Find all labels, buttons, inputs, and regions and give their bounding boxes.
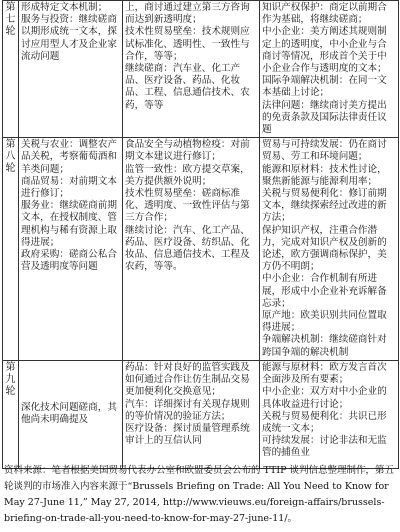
round-label-cell bbox=[3, 1, 19, 138]
cell-text: 食品安全与动植物检疫：对前期文本建议进行修订； 监管一致性：欧方提交草案，美方提供额外说明； 技术性贸易壁垒：磋商标准化、透明度、一致性评估与第三方合作； 继续讨论：汽车、化工产品、药品、医疗设备、纺织品、化妆品、信息通信技术、工程及农药，等等。 bbox=[125, 139, 250, 273]
cell-text: 知识产权保护：商定以前期合作为基础，将继续磋商； 中小企业：美方阐述其规则制定上的透明度，中小企业与合商讨等情况，形成首个关于中小企业合作与透明度的文本； 国际争端解决机制：在同一文本基础上讨论； 法律问题：继续商讨美方提出的免责条款及国际法律责任议题 bbox=[262, 2, 387, 136]
round-label: 第七轮 bbox=[5, 2, 16, 37]
source-note-text: 资料来源：笔者根据美国贸易代表办公室和欧盟委员会公布的 TTIP 谈判信息整理制作，第五轮谈判的市场准入内容来源于“Brussels Briefing on Trade: All You Need to Know for May 27-June 11,” May 27, 2014, http://www.vieuws.eu/foreign-affairs/brussels-briefing-on-trade-all-you-need-to-know-for-may-27-june-11/。 bbox=[4, 465, 395, 524]
market-access-cell bbox=[19, 360, 123, 468]
cell-text: 深化技术问题磋商，其他尚未明确提及 bbox=[21, 402, 117, 426]
ttip-rounds-table bbox=[2, 0, 399, 469]
source-note bbox=[4, 463, 396, 527]
round-label: 第八轮 bbox=[5, 139, 16, 175]
rules-cell bbox=[260, 138, 399, 361]
cell-text: 形成特定文本机制； 服务与投资：继续磋商以期形成统一文本，探讨应用型人才及企业家流动问题 bbox=[21, 2, 117, 62]
cell-text: 关税与农业：调整农产品关税，考察葡萄酒和羊类问题； 商品贸易：对前期文本进行修订； 服务业：继续磋商前期文本，在授权制度、管理机构与稀有资源上取得进展； 政府采购：磋商公私合营及透明度等问题 bbox=[21, 139, 117, 273]
cell-text: 药品：针对良好的监管实践及如何通过合作让仿生制品交易更加便利化交换意见； 汽车：详细探讨有关现存规则的等价情况的验证方法； 医疗设备：探讨质量管理系统审计上的互信认同 bbox=[125, 361, 250, 447]
round-label-cell bbox=[3, 138, 19, 361]
round-label-cell bbox=[3, 360, 19, 468]
round-label: 第九轮 bbox=[5, 361, 16, 397]
table-row bbox=[3, 1, 399, 138]
cell-text: 贸易与可持续发展：仍在商讨贸易、劳工和环境问题； 能源和原材料：技术性讨论，聚焦新能源与能源利用率； 关税与贸易便利化：修订前期文本，继续探索经过改进的新方法； 保护知识产权，注重合作潜力，完成对知识产权及创新的论述，欧方强调商标保护，美方仍不明朗； 中小企业：合作机制有所进展，形成中小企业补充诉解备忘录； 原产地：欧美识别共同位置取得进展； 争端解决机制：继续磋商针对跨国争端的解决机制 bbox=[262, 139, 387, 358]
rules-cell bbox=[260, 1, 399, 138]
regulatory-cell bbox=[123, 360, 260, 468]
table-row bbox=[3, 138, 399, 361]
market-access-cell bbox=[19, 1, 123, 138]
cell-text: 上，商讨通过建立第三方咨询而达到新透明度； 技术性贸易壁垒：技术规则应试标准化、透明性、一致性与合作，等等； 继续磋商：汽车业、化工产品、医疗设备、药品、化妆品、工程、信息通信技术、农药，等等 bbox=[125, 2, 250, 111]
cell-text: 能源与原材料：欧方发言首次全面涉及所有要素； 中小企业：双方对中小企业的具体收益进行讨论； 关税与贸易便利化：共识已形成统一文本； 可持续发展：讨论非法和无监管的捕鱼业 bbox=[262, 361, 387, 459]
regulatory-cell bbox=[123, 1, 260, 138]
rules-cell bbox=[260, 360, 399, 468]
table-row bbox=[3, 360, 399, 468]
market-access-cell bbox=[19, 138, 123, 361]
regulatory-cell bbox=[123, 138, 260, 361]
